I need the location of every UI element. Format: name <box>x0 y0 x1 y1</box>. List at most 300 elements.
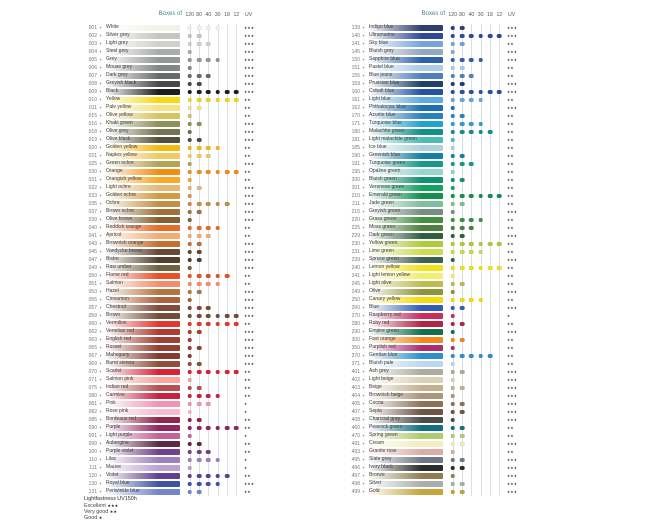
color-row <box>347 80 522 88</box>
color-swatch-bar <box>104 329 180 335</box>
swatch-marker-icon: ✦ <box>361 185 366 190</box>
color-swatch-bar <box>367 313 443 319</box>
color-row <box>347 192 522 200</box>
color-row <box>84 248 259 256</box>
legend-stars-icon: ★★★ <box>107 503 119 508</box>
box-dot <box>478 242 483 247</box>
color-row <box>347 296 522 304</box>
box-dot <box>460 482 465 487</box>
box-dot <box>460 74 465 79</box>
box-dot <box>469 122 474 127</box>
color-number: 049 <box>88 265 97 271</box>
box-dots <box>185 440 241 448</box>
color-swatch-bar <box>104 425 180 431</box>
swatch-marker-icon: ✦ <box>361 257 366 262</box>
box-dot <box>469 218 474 223</box>
color-number: 280 <box>351 321 360 327</box>
box-dots <box>448 264 504 272</box>
color-row <box>347 128 522 136</box>
color-name: Mahogany <box>106 352 130 359</box>
box-dots <box>448 304 504 312</box>
color-swatch-bar <box>367 193 443 199</box>
color-number: 260 <box>351 305 360 311</box>
box-dot <box>450 346 455 351</box>
swatch-marker-icon: ✦ <box>361 129 366 134</box>
box-dot <box>460 42 465 47</box>
color-name: Light grey <box>106 40 128 47</box>
color-number: 047 <box>88 257 97 263</box>
color-number: 239 <box>351 257 360 263</box>
swatch-marker-icon: ✦ <box>98 113 103 118</box>
box-dot <box>215 98 220 103</box>
box-dot <box>197 402 202 407</box>
color-name: Raspberry red <box>369 312 401 319</box>
color-row <box>347 208 522 216</box>
color-number: 050 <box>88 273 97 279</box>
uv-rating: ★★ <box>244 490 251 494</box>
uv-rating: ★★ <box>244 146 251 150</box>
swatch-marker-icon: ✦ <box>98 425 103 430</box>
uv-rating: ★★★ <box>244 362 255 366</box>
box-dot <box>187 98 192 103</box>
box-dot <box>215 90 220 95</box>
box-dot <box>478 266 483 271</box>
box-dot <box>187 466 192 471</box>
color-name: Cream <box>369 440 385 447</box>
swatch-marker-icon: ✦ <box>98 433 103 438</box>
color-swatch-bar <box>367 41 443 47</box>
swatch-marker-icon: ✦ <box>98 441 103 446</box>
box-dot <box>197 58 202 63</box>
box-dot <box>450 418 455 423</box>
color-name: Yellow <box>106 96 121 103</box>
color-swatch-bar <box>367 153 443 159</box>
color-swatch-bar <box>104 361 180 367</box>
box-dot <box>450 82 455 87</box>
uv-rating: ★★ <box>507 450 514 454</box>
box-dots <box>448 152 504 160</box>
color-name: Purple <box>106 424 121 431</box>
swatch-marker-icon: ✦ <box>361 209 366 214</box>
color-row <box>347 488 522 496</box>
box-dot <box>187 146 192 151</box>
color-row <box>347 256 522 264</box>
color-number: 031 <box>88 177 97 183</box>
color-row <box>347 368 522 376</box>
color-row <box>347 200 522 208</box>
color-number: 110 <box>89 457 97 463</box>
color-name: Sky blue <box>369 40 389 47</box>
box-dot <box>206 306 211 311</box>
color-number: 057 <box>88 305 97 311</box>
color-swatch-bar <box>104 225 180 231</box>
color-number: 002 <box>88 33 97 39</box>
color-number: 229 <box>351 233 360 239</box>
box-dot <box>460 322 465 327</box>
color-number: 170 <box>351 113 360 119</box>
uv-rating: ★ <box>244 410 248 414</box>
box-dot <box>187 26 192 31</box>
color-number: 067 <box>88 353 97 359</box>
swatch-marker-icon: ✦ <box>361 345 366 350</box>
color-row <box>347 432 522 440</box>
box-dot <box>197 122 202 127</box>
color-row <box>84 72 259 80</box>
box-dot <box>450 202 455 207</box>
box-dots <box>448 184 504 192</box>
box-dots <box>448 440 504 448</box>
color-name: Brownish orange <box>106 240 144 247</box>
color-name: Lilac <box>106 456 117 463</box>
uv-rating: ★★★ <box>244 258 255 262</box>
color-row <box>84 224 259 232</box>
box-dot <box>197 426 202 431</box>
swatch-rows <box>84 24 259 496</box>
box-dot <box>187 298 192 303</box>
swatch-marker-icon: ✦ <box>361 89 366 94</box>
box-dot <box>206 74 211 79</box>
color-swatch-bar <box>104 265 180 271</box>
swatch-marker-icon: ✦ <box>361 281 366 286</box>
box-dots <box>448 256 504 264</box>
color-swatch-bar <box>104 129 180 135</box>
uv-rating: ★★★ <box>244 26 255 30</box>
box-dot <box>450 458 455 463</box>
box-dots <box>185 216 241 224</box>
box-dots <box>185 64 241 72</box>
color-swatch-bar <box>367 177 443 183</box>
box-dots <box>185 176 241 184</box>
color-name: Jade green <box>369 200 395 207</box>
swatch-marker-icon: ✦ <box>98 321 103 326</box>
box-dot <box>450 26 455 31</box>
box-dot <box>215 482 220 487</box>
color-swatch-bar <box>367 401 443 407</box>
swatch-marker-icon: ✦ <box>98 265 103 270</box>
uv-column-label: UV <box>245 11 253 18</box>
color-number: 408 <box>351 417 360 423</box>
color-name: Lemon yellow <box>369 264 400 271</box>
color-number: 401 <box>351 369 360 375</box>
color-row <box>84 312 259 320</box>
box-dot <box>450 474 455 479</box>
box-dot <box>197 210 202 215</box>
chart-right-half <box>347 8 522 496</box>
color-number: 007 <box>88 73 97 79</box>
swatch-marker-icon: ✦ <box>361 321 366 326</box>
box-dots <box>448 472 504 480</box>
uv-rating: ★★★ <box>507 474 518 478</box>
box-dot <box>197 394 202 399</box>
box-dot <box>187 266 192 271</box>
swatch-marker-icon: ✦ <box>361 385 366 390</box>
box-dot <box>450 282 455 287</box>
box-dot <box>450 186 455 191</box>
uv-rating: ★★ <box>507 178 514 182</box>
box-dot <box>478 58 483 63</box>
uv-rating: ★★ <box>507 146 514 150</box>
box-dot <box>215 170 220 175</box>
uv-rating: ★★ <box>244 178 251 182</box>
color-name: Moss green <box>369 224 396 231</box>
uv-rating: ★★★ <box>244 346 255 350</box>
box-dot <box>478 218 483 223</box>
color-name: Light beige <box>369 376 394 383</box>
uv-rating: ★★ <box>507 218 514 222</box>
color-name: Cocoa <box>369 400 384 407</box>
color-number: 010 <box>88 97 97 103</box>
color-number: 191 <box>351 161 360 167</box>
box-size-label: 120 <box>185 11 194 18</box>
uv-rating: ★★ <box>244 114 251 118</box>
color-swatch-bar <box>104 433 180 439</box>
color-name: Pale yellow <box>106 104 132 111</box>
color-name: Salmon <box>106 280 123 287</box>
color-name: Olive black <box>106 136 131 143</box>
uv-rating: ★★ <box>507 426 514 430</box>
color-swatch-bar <box>367 121 443 127</box>
box-dot <box>450 290 455 295</box>
color-swatch-bar <box>367 65 443 71</box>
box-dot <box>187 282 192 287</box>
swatch-marker-icon: ✦ <box>98 41 103 46</box>
color-row <box>347 264 522 272</box>
uv-rating: ★★★ <box>507 394 518 398</box>
color-swatch-bar <box>367 57 443 63</box>
box-dot <box>488 242 493 247</box>
box-dots <box>448 176 504 184</box>
box-dots <box>448 272 504 280</box>
color-row <box>347 376 522 384</box>
color-name: Azurite blue <box>369 112 396 119</box>
swatch-marker-icon: ✦ <box>98 57 103 62</box>
swatch-marker-icon: ✦ <box>361 241 366 246</box>
color-name: Sepia <box>369 408 382 415</box>
box-dot <box>206 154 211 159</box>
color-number: 120 <box>88 473 97 479</box>
swatch-marker-icon: ✦ <box>98 337 103 342</box>
box-dot <box>478 34 483 39</box>
uv-rating: ★★★ <box>244 354 255 358</box>
uv-rating: ★★★ <box>244 290 255 294</box>
color-row <box>347 96 522 104</box>
color-swatch-bar <box>367 305 443 311</box>
box-dot <box>197 458 202 463</box>
color-swatch-bar <box>367 33 443 39</box>
box-dot <box>460 426 465 431</box>
color-name: Charcoal grey <box>369 416 401 423</box>
box-dot <box>197 314 202 319</box>
swatch-marker-icon: ✦ <box>98 289 103 294</box>
box-dots <box>448 360 504 368</box>
box-dot <box>460 34 465 39</box>
box-dots <box>448 328 504 336</box>
uv-rating: ★★★ <box>244 306 255 310</box>
color-swatch-bar <box>367 225 443 231</box>
box-dot <box>450 338 455 343</box>
box-dot <box>187 482 192 487</box>
box-dot <box>460 234 465 239</box>
color-number: 059 <box>88 313 97 319</box>
color-row <box>347 336 522 344</box>
color-swatch-bar <box>104 321 180 327</box>
swatch-marker-icon: ✦ <box>361 273 366 278</box>
swatch-marker-icon: ✦ <box>361 449 366 454</box>
color-swatch-bar <box>367 449 443 455</box>
swatch-marker-icon: ✦ <box>98 217 103 222</box>
box-dots <box>185 128 241 136</box>
color-name: Brown ochre <box>106 208 135 215</box>
box-dot <box>450 250 455 255</box>
box-dots <box>185 160 241 168</box>
box-dots <box>185 472 241 480</box>
color-number: 250 <box>351 297 360 303</box>
swatch-marker-icon: ✦ <box>361 417 366 422</box>
color-row <box>347 152 522 160</box>
box-dot <box>187 242 192 247</box>
box-dot <box>460 66 465 71</box>
box-dots <box>448 88 504 96</box>
color-number: 499 <box>351 489 360 495</box>
box-dot <box>460 386 465 391</box>
box-dots <box>448 200 504 208</box>
box-dots <box>185 432 241 440</box>
color-name: Chestnut <box>106 304 127 311</box>
box-dots <box>448 168 504 176</box>
swatch-marker-icon: ✦ <box>361 369 366 374</box>
color-swatch-bar <box>104 489 180 495</box>
color-row <box>84 392 259 400</box>
box-dot <box>187 106 192 111</box>
box-dot <box>206 234 211 239</box>
color-row <box>347 320 522 328</box>
box-dot <box>187 250 192 255</box>
box-dot <box>234 90 239 95</box>
color-name: Silver <box>369 480 382 487</box>
uv-rating: ★ <box>244 402 248 406</box>
box-dots <box>448 384 504 392</box>
color-name: Greyish green <box>369 208 401 215</box>
color-number: 498 <box>351 481 360 487</box>
box-size-label: 40 <box>468 11 475 18</box>
box-dot <box>215 146 220 151</box>
color-swatch-bar <box>367 49 443 55</box>
swatch-marker-icon: ✦ <box>361 41 366 46</box>
box-dots <box>448 488 504 496</box>
color-swatch-bar <box>367 337 443 343</box>
swatch-marker-icon: ✦ <box>98 401 103 406</box>
box-dot <box>450 90 455 95</box>
color-row <box>347 56 522 64</box>
color-swatch-bar <box>104 313 180 319</box>
uv-rating: ★★★ <box>244 122 255 126</box>
swatch-marker-icon: ✦ <box>98 385 103 390</box>
color-swatch-bar <box>104 297 180 303</box>
box-dot <box>450 410 455 415</box>
swatch-marker-icon: ✦ <box>98 105 103 110</box>
color-number: 051 <box>88 281 97 287</box>
color-row <box>84 120 259 128</box>
color-name: Peacock green <box>369 424 403 431</box>
color-row <box>347 32 522 40</box>
uv-rating: ★★★ <box>507 82 518 86</box>
box-dot <box>488 354 493 359</box>
color-name: Brown <box>106 312 121 319</box>
box-dots <box>185 360 241 368</box>
color-number: 001 <box>88 25 97 31</box>
color-number: 011 <box>89 105 97 111</box>
color-row <box>347 48 522 56</box>
color-number: 496 <box>351 465 360 471</box>
color-swatch-bar <box>104 81 180 87</box>
box-dot <box>234 426 239 431</box>
color-name: Aubergine <box>106 440 129 447</box>
uv-rating: ★★ <box>507 122 514 126</box>
color-row <box>347 384 522 392</box>
uv-rating: ★ <box>507 314 511 318</box>
box-dots <box>185 32 241 40</box>
swatch-marker-icon: ✦ <box>361 137 366 142</box>
box-dot <box>460 178 465 183</box>
color-number: 150 <box>351 57 360 63</box>
box-dot <box>450 274 455 279</box>
box-dots <box>185 456 241 464</box>
box-dot <box>450 322 455 327</box>
box-dot <box>450 74 455 79</box>
color-number: 035 <box>88 201 97 207</box>
boxes-of-header <box>347 8 522 24</box>
color-row <box>84 40 259 48</box>
swatch-marker-icon: ✦ <box>98 121 103 126</box>
box-dot <box>460 402 465 407</box>
color-name: Olive brown <box>106 216 133 223</box>
color-name: Olive yellow <box>106 112 133 119</box>
swatch-marker-icon: ✦ <box>98 489 103 494</box>
color-number: 090 <box>88 425 97 431</box>
box-dot <box>197 346 202 351</box>
box-dot <box>206 482 211 487</box>
box-dots <box>448 96 504 104</box>
box-dot <box>187 386 192 391</box>
box-dot <box>187 90 192 95</box>
color-swatch-bar <box>104 121 180 127</box>
color-swatch-bar <box>367 241 443 247</box>
box-dot <box>187 50 192 55</box>
color-swatch-bar <box>104 465 180 471</box>
box-dot <box>197 274 202 279</box>
boxes-of-label: Boxes of <box>421 11 445 17</box>
box-dot <box>450 146 455 151</box>
color-number: 402 <box>351 377 360 383</box>
box-dot <box>460 90 465 95</box>
box-dots <box>448 112 504 120</box>
color-swatch-bar <box>367 465 443 471</box>
color-number: 497 <box>351 473 360 479</box>
color-swatch-bar <box>367 209 443 215</box>
box-dots <box>448 344 504 352</box>
color-number: 003 <box>88 41 97 47</box>
color-swatch-bar <box>367 25 443 31</box>
color-number: 225 <box>351 225 360 231</box>
box-dot <box>450 466 455 471</box>
color-name: Scarlet <box>106 368 122 375</box>
color-name: Olive grey <box>106 128 129 135</box>
box-dot <box>187 82 192 87</box>
box-dot <box>187 338 192 343</box>
color-row <box>84 472 259 480</box>
box-dot <box>450 154 455 159</box>
color-swatch-bar <box>367 201 443 207</box>
